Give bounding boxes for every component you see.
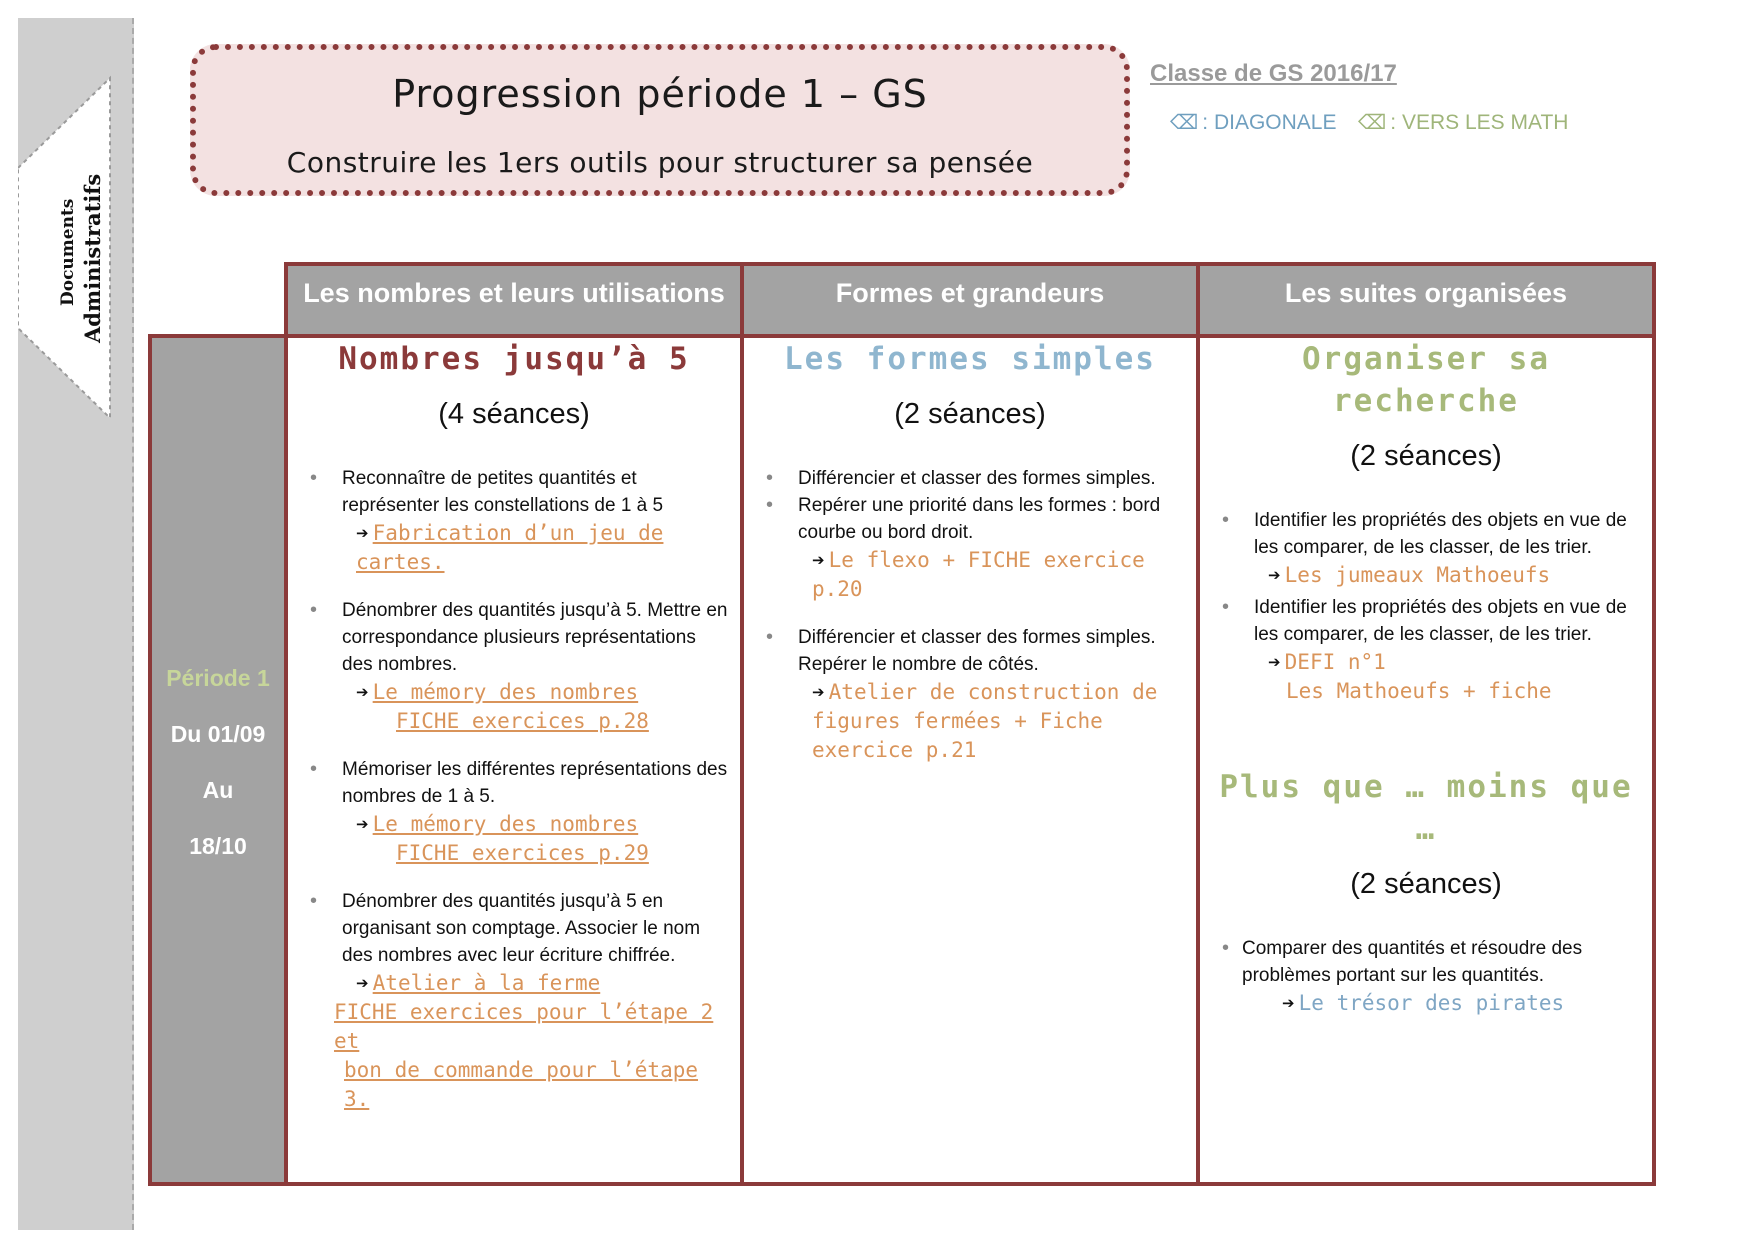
arrow-right-icon: ➔ bbox=[356, 971, 369, 995]
activity-link[interactable]: ➔ DEFI n°1 bbox=[1268, 650, 1386, 674]
activity-link[interactable]: ➔ Le mémory des nombres bbox=[356, 680, 639, 704]
arrow-right-icon: ➔ bbox=[1268, 563, 1281, 587]
side-tab[interactable] bbox=[18, 18, 134, 1230]
col3-list bbox=[1212, 507, 1640, 706]
col2-title: Les formes simples bbox=[784, 341, 1156, 377]
list-item bbox=[300, 888, 728, 1114]
page-title: Progression période 1 – GS bbox=[392, 72, 928, 116]
objective-text: Dénombrer des quantités jusqu’à 5 en organisant son comptage. Associer le nom des nombres avec leur écriture chiffrée. bbox=[342, 891, 701, 966]
legend-label: : DIAGONALE bbox=[1202, 111, 1337, 134]
legend-vers-les-math bbox=[1358, 110, 1568, 135]
col3-title: Organiser sa recherche bbox=[1302, 341, 1550, 419]
activity-link[interactable]: ➔ Le flexo + FICHE exercice p.20 bbox=[812, 548, 1145, 601]
objective-text: Mémoriser les différentes représentations des nombres de 1 à 5. bbox=[342, 759, 728, 807]
legend-diagonale bbox=[1170, 110, 1336, 135]
arrow-right-icon: ➔ bbox=[356, 812, 369, 836]
col1-sessions: (4 séances) bbox=[438, 398, 590, 430]
list-item bbox=[300, 597, 728, 736]
objective-text: Comparer des quantités et résoudre des problèmes portant sur les quantités. bbox=[1242, 938, 1583, 986]
activity-link[interactable]: ➔ Atelier de construction de figures fermées + Fiche exercice p.21 bbox=[812, 680, 1158, 762]
side-tab-line2: Administratifs bbox=[80, 173, 105, 343]
table-header-row bbox=[284, 262, 1656, 336]
activity-fiche-link[interactable]: FICHE exercices pour l’étape 2 et bbox=[334, 1000, 714, 1053]
period-to-word: Au bbox=[202, 777, 234, 803]
arrow-right-icon: ➔ bbox=[356, 521, 369, 545]
title-box bbox=[190, 44, 1130, 196]
objective-text: Identifier les propriétés des objets en vue de les comparer, de les classer, de les trier. bbox=[1254, 597, 1627, 645]
header-formes: Formes et grandeurs bbox=[744, 266, 1200, 336]
col3-list2 bbox=[1212, 935, 1640, 1018]
arrow-right-icon: ➔ bbox=[812, 680, 825, 704]
col2-list bbox=[756, 465, 1184, 765]
col1-title: Nombres jusqu’à 5 bbox=[338, 341, 690, 377]
activity-fiche-link[interactable]: FICHE exercices p.29 bbox=[396, 841, 649, 865]
objective-text: Différencier et classer des formes simples. bbox=[798, 468, 1156, 489]
header-suites: Les suites organisées bbox=[1284, 278, 1568, 308]
side-tab-line1: Documents bbox=[58, 198, 78, 306]
list-item bbox=[756, 492, 1184, 604]
activity-link[interactable]: ➔ Les jumeaux Mathoeufs bbox=[1268, 563, 1551, 587]
list-item bbox=[1212, 935, 1640, 1018]
list-item bbox=[1212, 594, 1640, 706]
class-label: Classe de GS 2016/17 bbox=[1150, 60, 1397, 87]
activity-fiche-link[interactable]: FICHE exercices p.28 bbox=[396, 709, 649, 733]
objective-text: Reconnaître de petites quantités et représenter les constellations de 1 à 5 bbox=[342, 468, 664, 516]
activity-order-link[interactable]: bon de commande pour l’étape 3. bbox=[344, 1058, 699, 1111]
activity-link[interactable]: ➔ Le trésor des pirates bbox=[1282, 991, 1565, 1015]
list-item bbox=[1212, 507, 1640, 590]
activity-link[interactable]: ➔ Fabrication d’un jeu de cartes. bbox=[356, 521, 664, 574]
list-item bbox=[756, 465, 1184, 492]
arrow-right-icon: ➔ bbox=[1268, 650, 1281, 674]
objective-text: Différencier et classer des formes simples. Repérer le nombre de côtés. bbox=[798, 627, 1156, 675]
arrow-right-icon: ➔ bbox=[1282, 991, 1295, 1015]
list-item bbox=[300, 465, 728, 577]
header-nombres: Les nombres et leurs utilisations bbox=[288, 266, 744, 336]
table-body-row bbox=[148, 334, 1656, 1186]
activity-link[interactable]: ➔ Atelier à la ferme bbox=[356, 971, 601, 995]
column-nombres bbox=[288, 338, 744, 1182]
legend-label: : VERS LES MATH bbox=[1390, 111, 1569, 134]
objective-text: Dénombrer des quantités jusqu’à 5. Mettre en correspondance plusieurs représentations des nombres. bbox=[342, 600, 728, 675]
col1-list bbox=[300, 465, 728, 1114]
side-tab-label bbox=[40, 148, 110, 348]
col3-sessions2: (2 séances) bbox=[1350, 868, 1502, 900]
period-to: 18/10 bbox=[189, 833, 247, 859]
activity-fiche-link[interactable]: Les Mathoeufs + fiche bbox=[1286, 679, 1552, 703]
arrow-right-icon: ➔ bbox=[356, 680, 369, 704]
backspace-icon: ⌫ bbox=[1358, 112, 1387, 134]
list-item bbox=[300, 756, 728, 868]
col3-title2: Plus que … moins que … bbox=[1219, 769, 1633, 847]
list-item bbox=[756, 624, 1184, 765]
objective-text: Identifier les propriétés des objets en vue de les comparer, de les classer, de les trier. bbox=[1254, 510, 1627, 558]
objective-text: Repérer une priorité dans les formes : bord courbe ou bord droit. bbox=[798, 495, 1161, 543]
col3-sessions: (2 séances) bbox=[1350, 440, 1502, 472]
period-from: Du 01/09 bbox=[170, 721, 266, 747]
activity-link[interactable]: ➔ Le mémory des nombres bbox=[356, 812, 639, 836]
backspace-icon: ⌫ bbox=[1170, 112, 1199, 134]
column-formes bbox=[744, 338, 1200, 1182]
period-name: Période 1 bbox=[166, 665, 270, 691]
page-subtitle: Construire les 1ers outils pour structurer sa pensée bbox=[286, 146, 1034, 179]
col2-sessions: (2 séances) bbox=[894, 398, 1046, 430]
arrow-right-icon: ➔ bbox=[812, 548, 825, 572]
column-suites bbox=[1200, 338, 1652, 1182]
period-cell bbox=[152, 338, 288, 1182]
